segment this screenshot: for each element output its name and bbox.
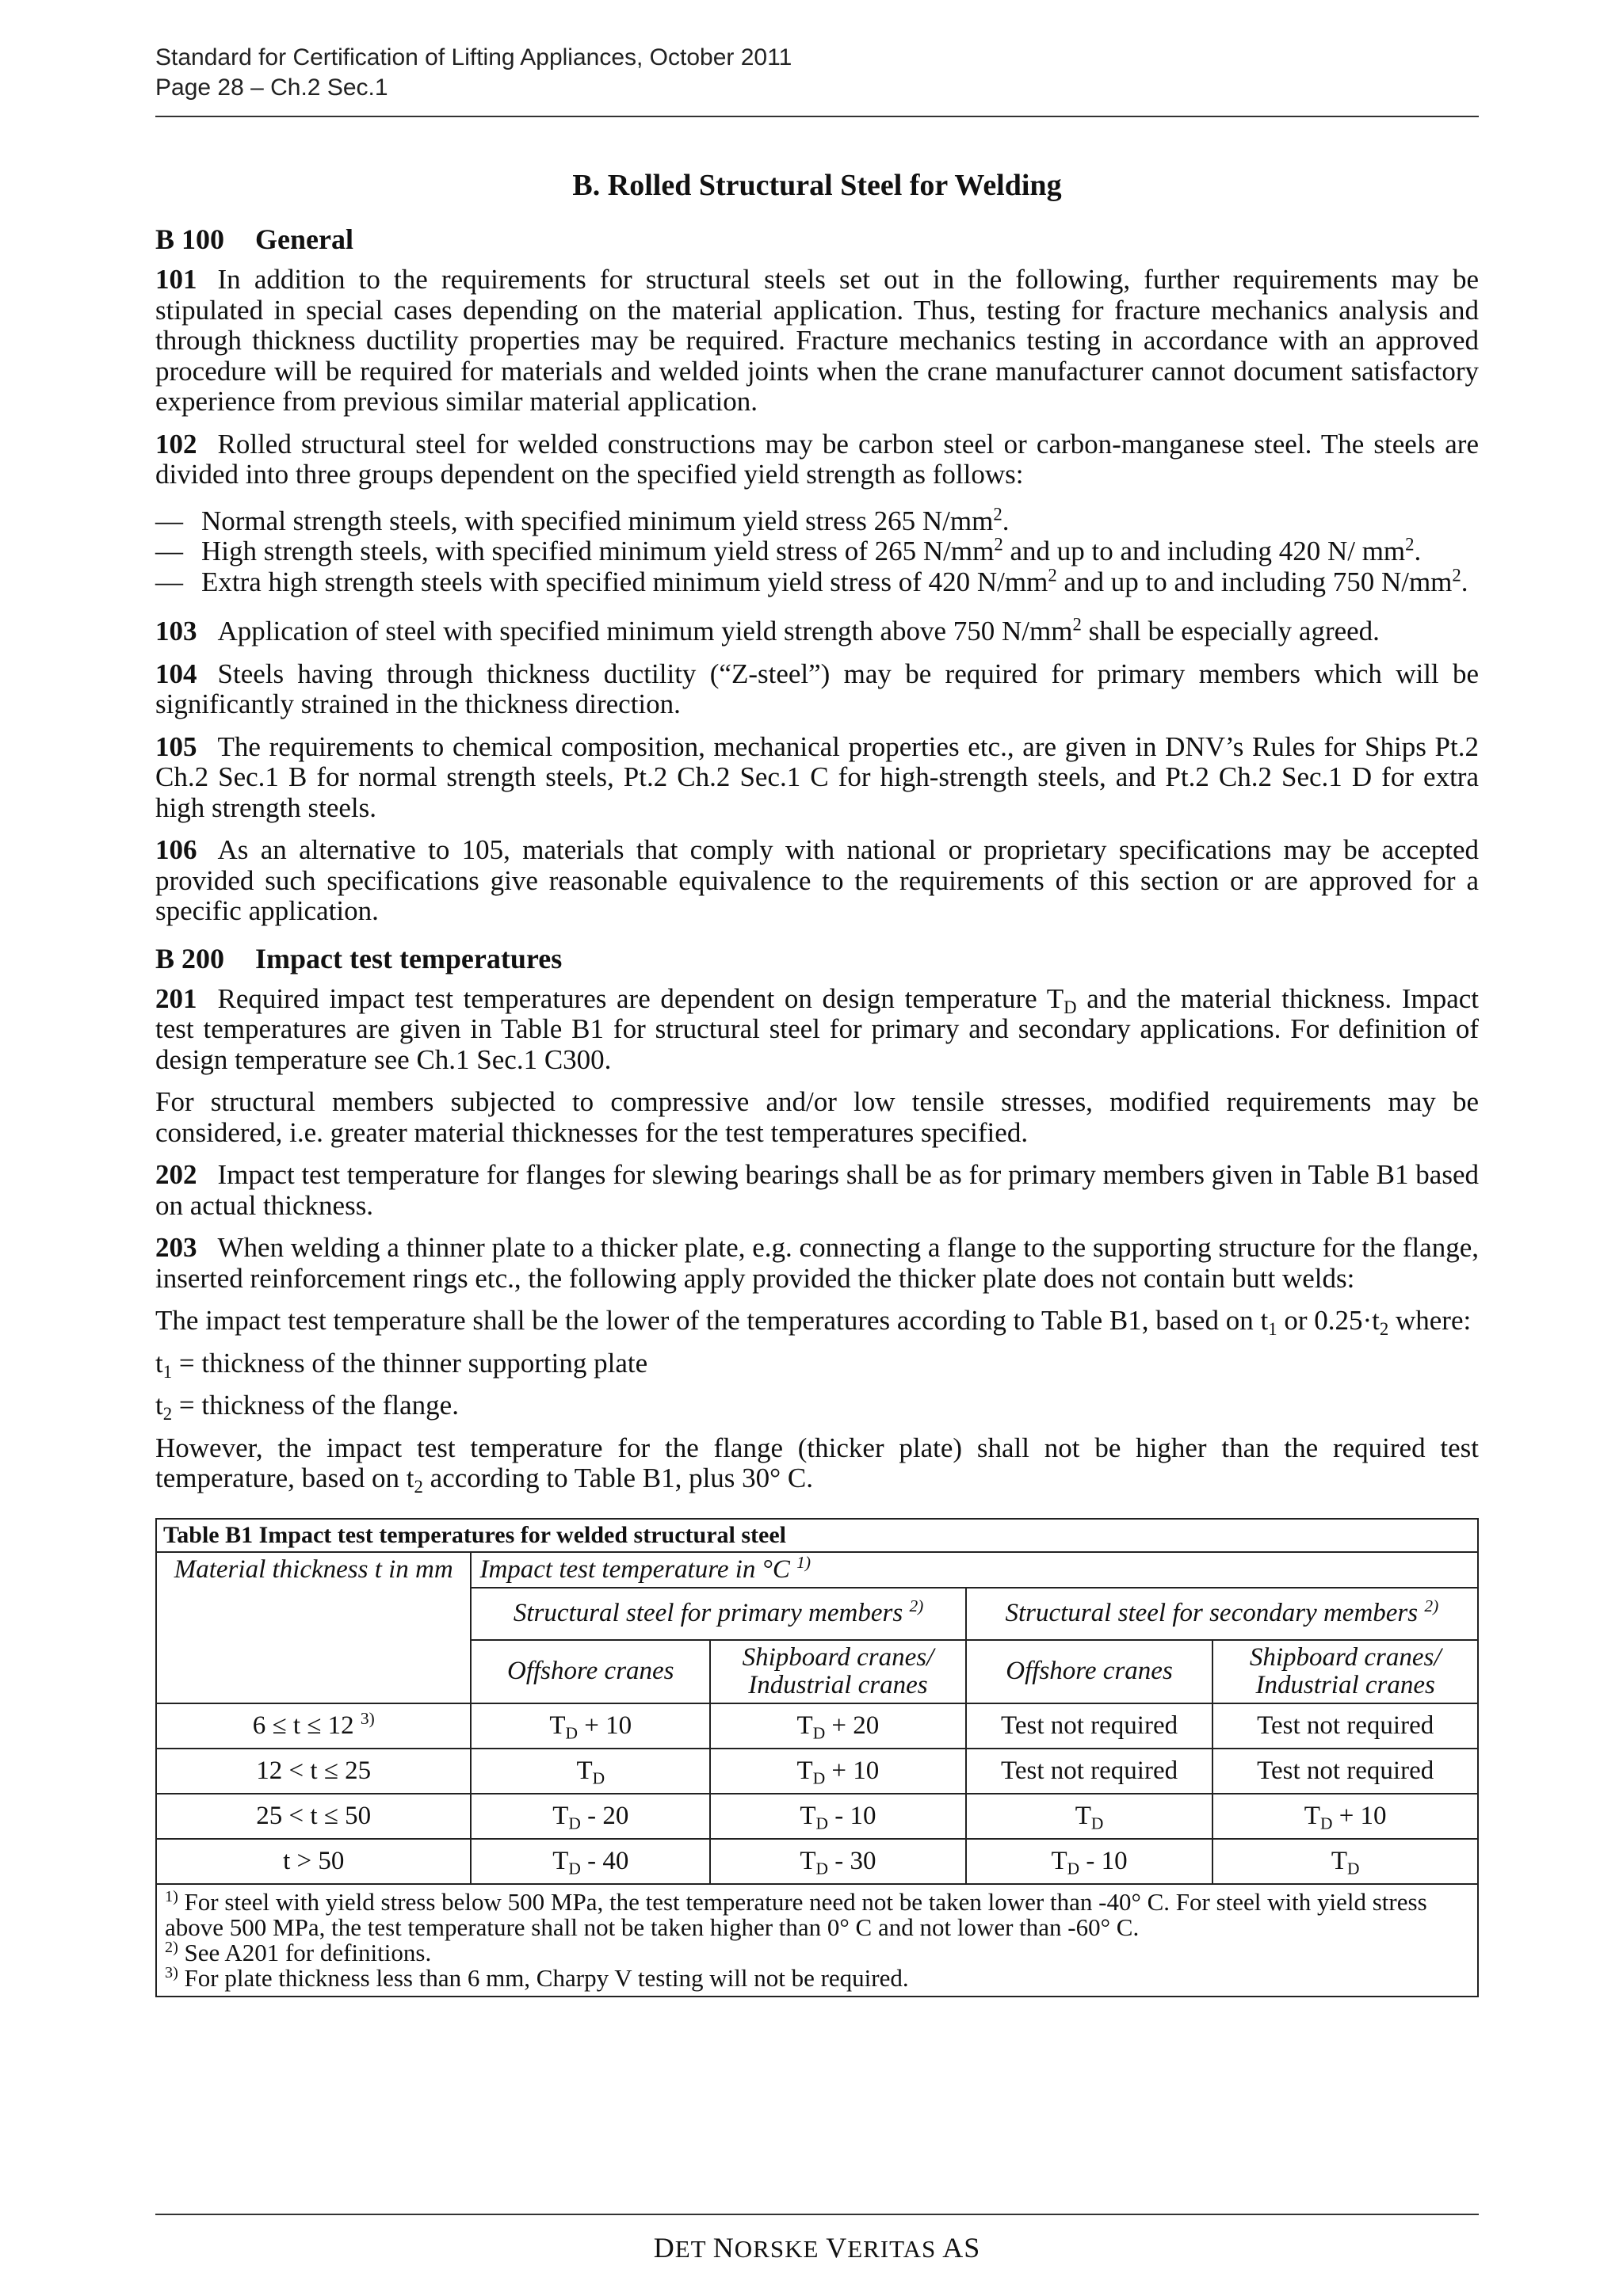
footer-text: ET	[674, 2235, 713, 2263]
footnote-ref: 3)	[360, 1708, 375, 1728]
footer-text: ORSKE	[734, 2235, 827, 2263]
subscript: D	[1067, 1858, 1080, 1878]
footer-text: ERITAS	[847, 2235, 937, 2263]
paragraph-text: Required impact test temperatures are dependent on design temperature T	[217, 982, 1064, 1014]
footer-text: V	[826, 2232, 848, 2264]
subsection-title: Impact test temperatures	[255, 942, 563, 974]
symbol: T	[1331, 1846, 1348, 1875]
cell-text: - 10	[1079, 1846, 1128, 1875]
header-offshore-secondary: Offshore cranes	[966, 1640, 1213, 1703]
secondary-shipboard-cell: Test not required	[1212, 1703, 1478, 1749]
symbol: T	[1304, 1801, 1320, 1830]
header-text: Industrial cranes	[1255, 1670, 1435, 1699]
subscript: D	[1064, 997, 1077, 1017]
list-item	[155, 567, 1479, 598]
secondary-shipboard-cell: Test not required	[1212, 1749, 1478, 1794]
paragraph-number: 102	[155, 428, 197, 460]
header-offshore-primary: Offshore cranes	[471, 1640, 710, 1703]
paragraph-203-rule	[155, 1306, 1479, 1337]
header-shipboard-primary	[710, 1640, 966, 1703]
paragraph-text: Application of steel with specified minimum yield strength above 750 N/mm	[217, 616, 1073, 646]
paragraph-text: and the material thickness. Impact test temperatures are given in Table B1 for structural steel for primary and secondary applications. For definition of design temperature see Ch.1 Sec.1 C300.	[155, 982, 1479, 1075]
paragraph-number: 203	[155, 1232, 197, 1263]
definition-text: = thickness of the thinner supporting plate	[172, 1347, 648, 1379]
subscript: D	[815, 1858, 828, 1878]
superscript: 2	[1072, 614, 1082, 635]
footnote-3	[165, 1963, 1469, 1992]
header-title: Standard for Certification of Lifting Appliances, October 2011	[155, 44, 792, 71]
subscript: 2	[1379, 1318, 1389, 1339]
superscript: 2	[993, 504, 1002, 524]
primary-offshore-cell	[471, 1794, 710, 1839]
cell-text: + 20	[825, 1711, 880, 1740]
paragraph-104	[155, 659, 1479, 720]
header-text: Industrial cranes	[748, 1670, 928, 1699]
footnote-ref: 2)	[1424, 1596, 1439, 1616]
footnote-1	[165, 1887, 1469, 1941]
table-row	[156, 1839, 1478, 1884]
symbol: T	[549, 1711, 566, 1740]
symbol: T	[800, 1801, 816, 1830]
paragraph-203	[155, 1233, 1479, 1294]
paragraph-text: Steels having through thickness ductility (“Z-steel”) may be required for primary members which will be significantly strained in the thickness direction.	[155, 658, 1479, 719]
paragraph-201	[155, 984, 1479, 1076]
paragraph-number: 106	[155, 834, 197, 865]
cell-text: + 10	[1332, 1801, 1387, 1830]
header-rule	[155, 116, 1479, 117]
header-text: Structural steel for primary members	[513, 1599, 903, 1627]
list-item-text: .	[1461, 566, 1468, 597]
header-primary-members	[471, 1588, 965, 1640]
subsection-title: General	[255, 223, 353, 255]
symbol: T	[552, 1801, 569, 1830]
header-secondary-members	[966, 1588, 1478, 1640]
paragraph-text: In addition to the requirements for structural steels set out in the following, further requirements may be stipulated in special cases depending on the material application. Thus, testing for fracture mechanics analysis and through thickness ductility properties may be required. Fracture mechanics testing in accordance with an approved procedure will be required for materials and welded joints when the crane manufacturer cannot document satisfactory experience from previous similar material application.	[155, 264, 1479, 417]
secondary-shipboard-cell	[1212, 1794, 1478, 1839]
primary-shipboard-cell	[710, 1794, 966, 1839]
subsection-number: B 200	[155, 942, 225, 974]
thickness-cell: t > 50	[156, 1839, 471, 1884]
secondary-offshore-cell	[966, 1839, 1213, 1884]
primary-offshore-cell	[471, 1839, 710, 1884]
symbol: T	[576, 1756, 593, 1785]
paragraph-103	[155, 616, 1479, 647]
paragraph-105	[155, 732, 1479, 824]
symbol: T	[796, 1756, 813, 1785]
paragraph-text: Rolled structural steel for welded constructions may be carbon steel or carbon-manganese steel. The steels are divided into three groups dependent on the specified yield strength as follows:	[155, 428, 1479, 490]
secondary-offshore-cell: Test not required	[966, 1749, 1213, 1794]
primary-offshore-cell	[471, 1703, 710, 1749]
subscript: D	[565, 1722, 579, 1742]
paragraph-text: where:	[1388, 1305, 1472, 1336]
footer-text: N	[712, 2232, 735, 2264]
cell-text: + 10	[578, 1711, 632, 1740]
list-item-text: and up to and including 750 N/mm	[1056, 566, 1453, 597]
subsection-b200-heading	[155, 943, 1479, 974]
cell-text: - 20	[580, 1801, 629, 1830]
symbol: T	[1075, 1801, 1091, 1830]
footnote-marker: 3)	[165, 1963, 178, 1981]
symbol: T	[1051, 1846, 1067, 1875]
primary-shipboard-cell	[710, 1839, 966, 1884]
paragraph-text: The requirements to chemical composition, mechanical properties etc., are given in DNV’s Rules for Ships Pt.2 Ch.2 Sec.1 B for normal strength steels, Pt.2 Ch.2 Sec.1 C for high-strength steels, and Pt.2 Ch.2 Sec.1 D for extra high strength steels.	[155, 730, 1479, 823]
superscript: 2	[1405, 534, 1415, 555]
list-item	[155, 506, 1479, 537]
paragraph-text: When welding a thinner plate to a thicker plate, e.g. connecting a flange to the supporting structure for the flange, inserted reinforcement rings etc., the following apply provided the thicker plate does not contain butt welds:	[155, 1232, 1479, 1294]
cell-text: 6 ≤ t ≤ 12	[252, 1711, 354, 1740]
paragraph-number: 103	[155, 616, 197, 646]
paragraph-text: according to Table B1, plus 30° C.	[422, 1463, 814, 1493]
table-row	[156, 1703, 1478, 1749]
header-material-thickness: Material thickness t in mm	[156, 1552, 471, 1703]
paragraph-201-continued: For structural members subjected to compressive and/or low tensile stresses, modified requirements may be considered, i.e. greater material thicknesses for the test temperatures specified.	[155, 1086, 1479, 1148]
table-footnotes	[156, 1884, 1478, 1997]
running-footer	[155, 2231, 1479, 2264]
secondary-offshore-cell: Test not required	[966, 1703, 1213, 1749]
header-shipboard-secondary	[1212, 1640, 1478, 1703]
subscript: D	[812, 1722, 826, 1742]
list-item-text: Extra high strength steels with specified minimum yield stress of 420 N/mm	[201, 566, 1048, 597]
running-header	[155, 43, 1479, 103]
superscript: 2	[1048, 565, 1057, 585]
table-caption: Table B1 Impact test temperatures for welded structural steel	[156, 1519, 1478, 1552]
secondary-shipboard-cell	[1212, 1839, 1478, 1884]
cell-text: - 30	[827, 1846, 876, 1875]
list-item-text: Normal strength steels, with specified minimum yield stress 265 N/mm	[201, 505, 994, 536]
superscript: 2	[994, 534, 1003, 555]
paragraph-text: The impact test temperature shall be the lower of the temperatures according to Table B1, based on t	[155, 1305, 1269, 1336]
footnote-text: For plate thickness less than 6 mm, Charpy V testing will not be required.	[178, 1963, 909, 1992]
list-item-text: and up to and including 420 N/ mm	[1002, 536, 1406, 566]
footnote-ref: 2)	[909, 1596, 924, 1616]
definition-t2	[155, 1390, 1479, 1424]
paragraph-text: As an alternative to 105, materials that comply with national or proprietary specifications may be accepted provided such specifications give reasonable equivalence to the requirements of this section or are approved for a specific application.	[155, 834, 1479, 926]
paragraph-text: or 0.25·t	[1277, 1305, 1380, 1336]
symbol: T	[800, 1846, 816, 1875]
footnote-marker: 1)	[165, 1887, 178, 1905]
paragraph-101	[155, 265, 1479, 418]
subscript: 2	[414, 1476, 423, 1497]
thickness-cell	[156, 1703, 471, 1749]
footnote-ref: 1)	[796, 1552, 811, 1572]
footnote-marker: 2)	[165, 1938, 178, 1956]
header-page: Page 28 – Ch.2 Sec.1	[155, 74, 388, 101]
paragraph-text: Impact test temperature for flanges for slewing bearings shall be as for primary members given in Table B1 based on actual thickness.	[155, 1159, 1479, 1221]
primary-shipboard-cell	[710, 1749, 966, 1794]
subscript: D	[568, 1858, 581, 1878]
symbol: t	[155, 1390, 163, 1421]
header-text: Structural steel for secondary members	[1005, 1599, 1419, 1627]
paragraph-106	[155, 835, 1479, 927]
subscript: 1	[1268, 1318, 1277, 1339]
header-text: Shipboard cranes/	[742, 1642, 934, 1672]
cell-text: + 10	[825, 1756, 880, 1785]
list-item-text: High strength steels, with specified minimum yield stress of 265 N/mm	[201, 536, 995, 566]
definition-t1	[155, 1347, 1479, 1382]
symbol: T	[552, 1846, 569, 1875]
subscript: 1	[162, 1361, 173, 1382]
list-item-text: .	[1414, 536, 1422, 566]
primary-shipboard-cell	[710, 1703, 966, 1749]
footer-rule	[155, 2214, 1479, 2215]
paragraph-202	[155, 1160, 1479, 1221]
thickness-cell: 25 < t ≤ 50	[156, 1794, 471, 1839]
footnote-text: For steel with yield stress below 500 MPa, the test temperature need not be taken lower than -40° C. For steel with yield stress above 500 MPa, the test temperature shall not be taken higher than 0° C and not lower than -60° C.	[165, 1887, 1427, 1941]
subscript: D	[1090, 1813, 1104, 1833]
subsection-number: B 100	[155, 223, 225, 255]
subscript: D	[812, 1768, 826, 1787]
superscript: 2	[1452, 565, 1461, 585]
paragraph-text: However, the impact test temperature for the flange (thicker plate) shall not be higher than the required test temperature, based on t	[155, 1432, 1479, 1493]
footer-text: AS	[936, 2232, 981, 2264]
footer-text: D	[653, 2232, 675, 2264]
thickness-cell: 12 < t ≤ 25	[156, 1749, 471, 1794]
symbol: t	[155, 1347, 163, 1379]
subscript: D	[1347, 1858, 1360, 1878]
footnote-2	[165, 1940, 1469, 1966]
paragraph-number: 105	[155, 730, 197, 762]
definition-text: = thickness of the flange.	[172, 1390, 459, 1421]
primary-offshore-cell	[471, 1749, 710, 1794]
section-title: B. Rolled Structural Steel for Welding	[572, 169, 1062, 202]
table-row	[156, 1794, 1478, 1839]
footnote-text: See A201 for definitions.	[178, 1938, 432, 1966]
subscript: D	[1319, 1813, 1333, 1833]
subsection-b100-heading	[155, 223, 1479, 255]
symbol: T	[796, 1711, 813, 1740]
paragraph-number: 101	[155, 264, 197, 295]
subscript: 2	[162, 1403, 173, 1424]
paragraph-number: 202	[155, 1159, 197, 1190]
paragraph-number: 201	[155, 982, 197, 1014]
list-item	[155, 536, 1479, 567]
secondary-offshore-cell	[966, 1794, 1213, 1839]
header-impact-temperature	[471, 1552, 1478, 1588]
paragraph-203-flange	[155, 1432, 1479, 1497]
paragraph-102	[155, 429, 1479, 490]
list-item-text: .	[1002, 505, 1010, 536]
subscript: D	[592, 1768, 605, 1787]
paragraph-number: 104	[155, 658, 197, 689]
subscript: D	[568, 1813, 581, 1833]
cell-text: - 10	[827, 1801, 876, 1830]
steel-groups-list	[155, 506, 1479, 598]
header-text: Impact test temperature in °C	[479, 1554, 790, 1584]
paragraph-text: shall be especially agreed.	[1081, 616, 1380, 646]
cell-text: - 40	[580, 1846, 629, 1875]
main-content	[155, 168, 1479, 1997]
subscript: D	[815, 1813, 828, 1833]
header-text: Shipboard cranes/	[1249, 1642, 1442, 1672]
table-row	[156, 1749, 1478, 1794]
table-b1	[155, 1518, 1479, 1997]
